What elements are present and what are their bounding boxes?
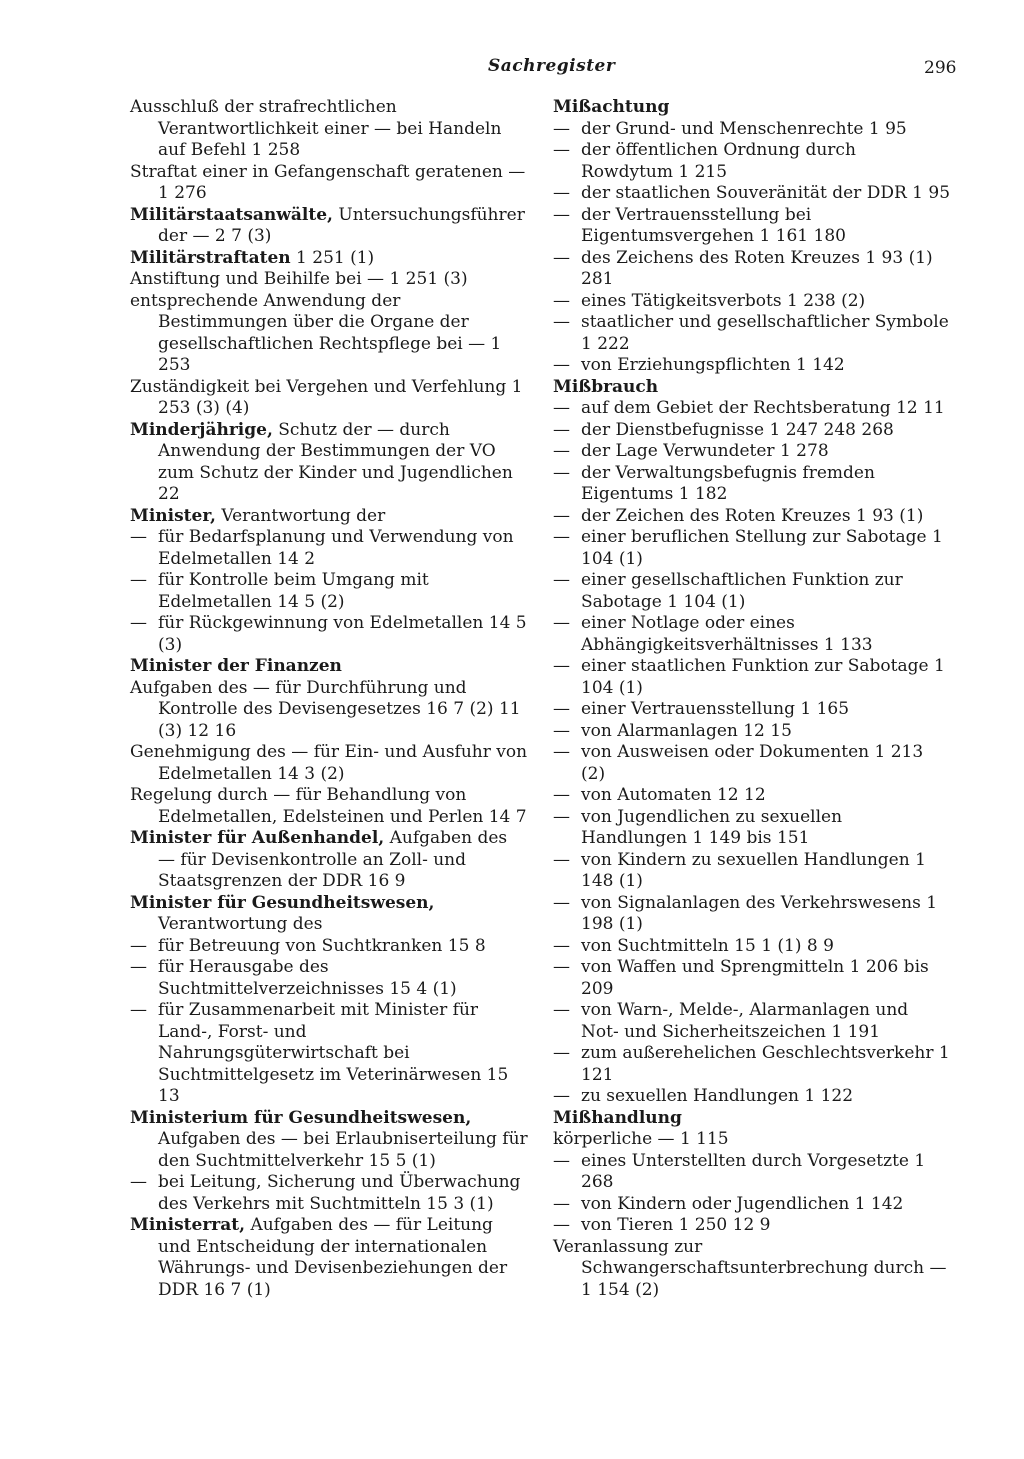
dash-marker: —: [130, 613, 147, 633]
index-heading-entry: [553, 377, 951, 399]
entry-text: staatlicher und gesellschaftlicher Symbole 1 222: [581, 312, 949, 354]
entry-keyword: Minister,: [130, 505, 216, 526]
entry-text: von Warn-, Melde-, Alarmanlagen und Not- und Sicherheitszeichen 1 191: [581, 1000, 909, 1042]
dash-marker: —: [553, 699, 570, 719]
entry-text: von Waffen und Sprengmitteln 1 206 bis 209: [581, 957, 929, 999]
index-subentry: [553, 721, 951, 743]
entry-text: für Kontrolle beim Umgang mit Edelmetallen 14 5 (2): [158, 570, 429, 612]
entry-keyword: Ministerrat,: [130, 1215, 246, 1235]
dash-marker: —: [553, 247, 570, 268]
entry-text: Straftat einer in Gefangenschaft geratenen — 1 276: [130, 161, 526, 203]
entry-keyword: Militärstaatsanwälte,: [130, 204, 333, 225]
entry-keyword: Minister der Finanzen: [130, 656, 342, 676]
dash-marker: —: [553, 720, 570, 741]
index-subentry: [553, 463, 951, 506]
index-entry: [130, 678, 528, 743]
dash-marker: —: [553, 355, 570, 375]
entry-text: einer Notlage oder eines Abhängigkeitsverhältnisses 1 133: [581, 613, 873, 655]
dash-marker: —: [553, 1043, 570, 1063]
entry-text: bei Leitung, Sicherung und Überwachung des Verkehrs mit Suchtmitteln 15 3 (1): [158, 1172, 521, 1214]
left-column: [130, 97, 528, 1301]
index-heading-entry: [553, 1108, 951, 1130]
dash-marker: —: [553, 183, 570, 203]
index-subentry: [553, 506, 951, 528]
index-heading-entry: [130, 248, 528, 270]
entry-text: 1 251 (1): [290, 247, 375, 268]
index-subentry: [553, 807, 951, 850]
dash-marker: —: [553, 441, 570, 461]
index-subentry: [553, 1215, 951, 1237]
dash-marker: —: [553, 935, 570, 956]
index-entry: [130, 742, 528, 785]
dash-marker: —: [130, 1000, 147, 1020]
index-subentry: [553, 183, 951, 205]
entry-text: der Zeichen des Roten Kreuzes 1 93 (1): [581, 505, 924, 526]
entry-text: Genehmigung des — für Ein- und Ausfuhr von Edelmetallen 14 3 (2): [130, 742, 528, 784]
index-subentry: [130, 570, 528, 613]
index-subentry: [553, 420, 951, 442]
dash-marker: —: [553, 1086, 570, 1106]
index-subentry: [553, 248, 951, 291]
entry-text: Aufgaben des — für Leitung und Entscheidung der internationalen Währungs- und Devisenbeziehungen der DDR 16 7 (1): [158, 1215, 508, 1300]
entry-text: Anstiftung und Beihilfe bei — 1 251 (3): [130, 269, 468, 289]
index-subentry: [553, 613, 951, 656]
index-subentry: [130, 1172, 528, 1215]
entry-text: von Signalanlagen des Verkehrswesens 1 198 (1): [581, 892, 938, 934]
index-entry: [553, 1237, 951, 1302]
index-entry: [130, 377, 528, 420]
entry-text: von Kindern zu sexuellen Handlungen 1 148 (1): [581, 849, 926, 891]
entry-text: für Herausgabe des Suchtmittelverzeichnisses 15 4 (1): [158, 957, 457, 999]
entry-text: zu sexuellen Handlungen 1 122: [581, 1086, 854, 1106]
index-subentry: [553, 850, 951, 893]
right-column: [553, 97, 951, 1301]
dash-marker: —: [553, 290, 570, 311]
entry-text: für Betreuung von Suchtkranken 15 8: [158, 935, 486, 956]
dash-marker: —: [553, 892, 570, 913]
dash-marker: —: [553, 957, 570, 977]
entry-keyword: Ministerium für Gesundheitswesen,: [130, 1107, 472, 1128]
dash-marker: —: [553, 204, 570, 225]
index-subentry: [553, 398, 951, 420]
index-subentry: [553, 699, 951, 721]
entry-text: von Suchtmitteln 15 1 (1) 8 9: [581, 935, 834, 956]
entry-text: von Kindern oder Jugendlichen 1 142: [581, 1193, 904, 1214]
entry-text: für Zusammenarbeit mit Minister für Land-, Forst- und Nahrungsgüterwirtschaft bei Suchtmittelgesetz im Veterinärwesen 15 13: [158, 1000, 509, 1106]
dash-marker: —: [553, 140, 570, 160]
entry-text: von Ausweisen oder Dokumenten 1 213 (2): [581, 742, 924, 784]
index-subentry: [553, 527, 951, 570]
index-subentry: [130, 957, 528, 1000]
index-subentry: [553, 570, 951, 613]
entry-text: Veranlassung zur Schwangerschaftsunterbrechung durch — 1 154 (2): [553, 1236, 947, 1300]
index-entry: [130, 162, 528, 205]
index-entry: [130, 291, 528, 377]
dash-marker: —: [553, 570, 570, 590]
index-subentry: [553, 893, 951, 936]
dash-marker: —: [553, 505, 570, 526]
index-subentry: [553, 785, 951, 807]
entry-text: eines Tätigkeitsverbots 1 238 (2): [581, 290, 866, 311]
index-subentry: [130, 527, 528, 570]
index-subentry: [553, 742, 951, 785]
dash-marker: —: [553, 312, 570, 332]
entry-keyword: Minderjährige,: [130, 419, 273, 440]
dash-marker: —: [553, 118, 570, 139]
index-entry: [130, 97, 528, 162]
index-subentry: [553, 291, 951, 313]
entry-text: von Alarmanlagen 12 15: [581, 720, 792, 741]
index-subentry: [553, 957, 951, 1000]
entry-text: einer beruflichen Stellung zur Sabotage 1 104 (1): [581, 527, 943, 569]
index-heading-entry: [553, 97, 951, 119]
dash-marker: —: [553, 1000, 570, 1020]
page-header: [0, 56, 1024, 82]
index-subentry: [553, 1000, 951, 1043]
dash-marker: —: [130, 935, 147, 956]
dash-marker: —: [130, 957, 147, 977]
entry-text: Verantwortung der: [215, 505, 386, 526]
entry-text: Aufgaben des — für Durchführung und Kontrolle des Devisengesetzes 16 7 (2) 11 (3) 12 16: [130, 677, 521, 741]
index-heading-entry: [130, 1108, 528, 1173]
entry-text: für Rückgewinnung von Edelmetallen 14 5 (3): [158, 613, 527, 655]
index-subentry: [553, 119, 951, 141]
index-heading-entry: [130, 828, 528, 893]
entry-text: der Verwaltungsbefugnis fremden Eigentums 1 182: [581, 462, 875, 504]
index-subentry: [553, 355, 951, 377]
entry-text: für Bedarfsplanung und Verwendung von Edelmetallen 14 2: [158, 527, 514, 569]
dash-marker: —: [553, 806, 570, 827]
dash-marker: —: [553, 742, 570, 762]
dash-marker: —: [553, 398, 570, 418]
index-entry: [130, 785, 528, 828]
entry-text: auf dem Gebiet der Rechtsberatung 12 11: [581, 398, 945, 418]
entry-text: von Erziehungspflichten 1 142: [581, 355, 845, 375]
entry-text: der öffentlichen Ordnung durch Rowdytum 1 215: [581, 140, 856, 182]
dash-marker: —: [130, 1172, 147, 1192]
dash-marker: —: [130, 527, 147, 547]
entry-text: Regelung durch — für Behandlung von Edelmetallen, Edelsteinen und Perlen 14 7: [130, 785, 527, 827]
entry-text: von Tieren 1 250 12 9: [581, 1215, 771, 1235]
dash-marker: —: [553, 613, 570, 633]
entry-text: Untersuchungsführer der — 2 7 (3): [158, 204, 525, 246]
entry-text: Schutz der — durch Anwendung der Bestimmungen der VO zum Schutz der Kinder und Jugendlichen 22: [158, 419, 513, 504]
index-subentry: [553, 936, 951, 958]
entry-text: körperliche — 1 115: [553, 1129, 729, 1149]
entry-text: entsprechende Anwendung der Bestimmungen über die Organe der gesellschaftlichen Rechtspflege bei — 1 253: [130, 290, 502, 375]
index-entry: [553, 1129, 951, 1151]
entry-keyword: Mißhandlung: [553, 1107, 682, 1128]
entry-text: der Lage Verwundeter 1 278: [581, 441, 829, 461]
entry-keyword: Minister für Gesundheitswesen,: [130, 892, 435, 913]
dash-marker: —: [553, 1193, 570, 1214]
index-subentry: [130, 1000, 528, 1108]
index-heading-entry: [130, 893, 528, 936]
dash-marker: —: [553, 849, 570, 870]
index-entry: [130, 269, 528, 291]
index-subentry: [553, 1151, 951, 1194]
index-subentry: [553, 441, 951, 463]
page-number: 296: [924, 58, 957, 78]
index-subentry: [130, 936, 528, 958]
dash-marker: —: [553, 527, 570, 547]
entry-keyword: Militärstraftaten: [130, 247, 291, 268]
dash-marker: —: [130, 570, 147, 590]
index-subentry: [553, 1086, 951, 1108]
entry-text: der staatlichen Souveränität der DDR 1 95: [581, 183, 951, 203]
entry-text: der Vertrauensstellung bei Eigentumsvergehen 1 161 180: [581, 204, 846, 246]
index-heading-entry: [130, 506, 528, 528]
index-subentry: [553, 1194, 951, 1216]
entry-text: von Automaten 12 12: [581, 785, 766, 805]
entry-text: zum außerehelichen Geschlechtsverkehr 1 121: [581, 1043, 950, 1085]
index-subentry: [553, 140, 951, 183]
index-subentry: [553, 205, 951, 248]
register-title: Sachregister: [488, 56, 616, 76]
index-heading-entry: [130, 420, 528, 506]
entry-text: der Grund- und Menschenrechte 1 95: [581, 118, 907, 139]
index-heading-entry: [130, 656, 528, 678]
index-heading-entry: [130, 205, 528, 248]
entry-keyword: Mißachtung: [553, 97, 670, 117]
entry-keyword: Minister für Außenhandel,: [130, 828, 385, 848]
entry-text: einer gesellschaftlichen Funktion zur Sabotage 1 104 (1): [581, 570, 903, 612]
entry-text: Verantwortung des: [158, 914, 323, 934]
entry-text: des Zeichens des Roten Kreuzes 1 93 (1) 281: [581, 247, 933, 289]
entry-text: von Jugendlichen zu sexuellen Handlungen 1 149 bis 151: [581, 806, 843, 848]
dash-marker: —: [553, 1150, 570, 1171]
index-subentry: [130, 613, 528, 656]
entry-text: einer staatlichen Funktion zur Sabotage 1 104 (1): [581, 656, 945, 698]
entry-text: eines Unterstellten durch Vorgesetzte 1 268: [581, 1150, 926, 1192]
dash-marker: —: [553, 785, 570, 805]
dash-marker: —: [553, 462, 570, 483]
entry-text: der Dienstbefugnisse 1 247 248 268: [581, 419, 894, 440]
dash-marker: —: [553, 1215, 570, 1235]
entry-text: Ausschluß der strafrechtlichen Verantwortlichkeit einer — bei Handeln auf Befehl 1 258: [130, 97, 502, 160]
index-heading-entry: [130, 1215, 528, 1301]
index-subentry: [553, 312, 951, 355]
entry-text: Aufgaben des — bei Erlaubniserteilung für den Suchtmittelverkehr 15 5 (1): [158, 1129, 528, 1171]
index-subentry: [553, 1043, 951, 1086]
dash-marker: —: [553, 656, 570, 676]
entry-text: Aufgaben des — für Devisenkontrolle an Zoll- und Staatsgrenzen der DDR 16 9: [158, 828, 508, 891]
entry-text: einer Vertrauensstellung 1 165: [581, 699, 850, 719]
index-subentry: [553, 656, 951, 699]
entry-text: Zuständigkeit bei Vergehen und Verfehlung 1 253 (3) (4): [130, 376, 523, 418]
dash-marker: —: [553, 419, 570, 440]
entry-keyword: Mißbrauch: [553, 376, 659, 397]
